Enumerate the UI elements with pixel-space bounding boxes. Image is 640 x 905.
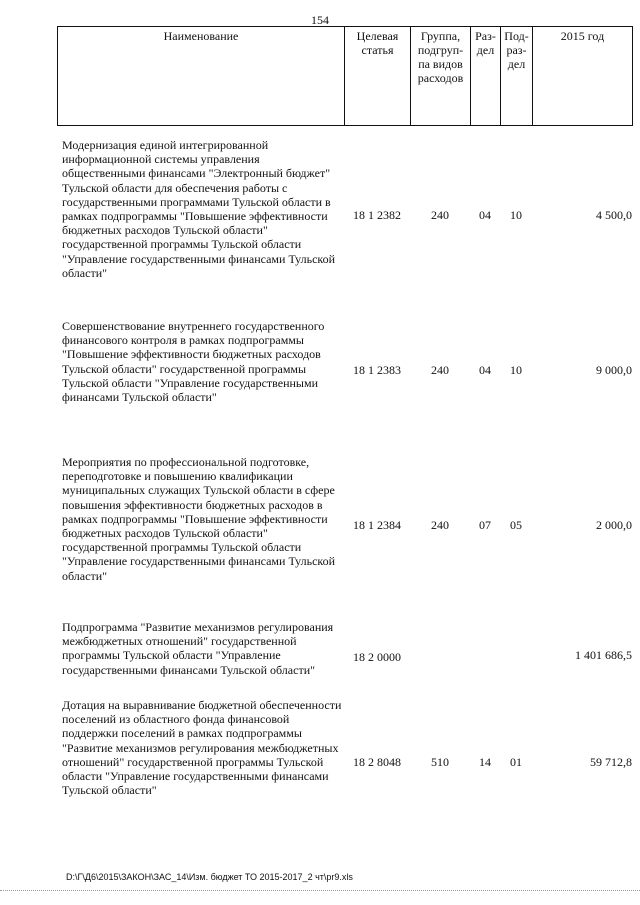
header-target: Целевая статья — [345, 27, 411, 126]
row-target: 18 2 8048 — [353, 755, 401, 769]
row-name: Мероприятия по профессиональной подготовке, переподготовке и повышению квалификации муниципальных служащих Тульской области в сфере повышения эффективности бюджетных расходов в рамках подпрограммы "Повышение эффективности бюджетных расходов Тульской области" государственной программы Тульской области "Управление государственными финансами Тульской области" — [62, 455, 336, 583]
row-target: 18 1 2384 — [353, 518, 401, 532]
row-amount: 4 500,0 — [596, 208, 632, 222]
row-group: 240 — [431, 518, 449, 532]
table-row — [0, 620, 640, 696]
footer-divider — [0, 890, 640, 891]
table-header — [57, 26, 633, 126]
header-group: Группа, подгруп-па видов расходов — [411, 27, 471, 126]
row-razdel: 04 — [479, 208, 491, 222]
table-row — [0, 319, 640, 429]
row-target: 18 1 2382 — [353, 208, 401, 222]
file-path-footer: D:\Г\Д6\2015\ЗАКОН\ЗАС_14\Изм. бюджет ТО 2015-2017_2 чт\pr9.xls — [66, 872, 353, 882]
header-razdel: Раз-дел — [471, 27, 501, 126]
row-name: Дотация на выравнивание бюджетной обеспеченности поселений из областного фонда финансовой поддержки поселений в рамках подпрограммы "Развитие механизмов регулирования межбюджетных отношений" государственной программы Тульской области "Управление государственными финансами Тульской области" — [62, 698, 342, 798]
row-amount: 2 000,0 — [596, 518, 632, 532]
row-amount: 9 000,0 — [596, 363, 632, 377]
row-podrazdel: 01 — [510, 755, 522, 769]
row-name: Модернизация единой интегрированной информационной системы управления общественными финансами "Электронный бюджет" Тульской области для обеспечения работы с государственными программами Тульской области в рамках подпрограммы "Повышение эффективности бюджетных расходов Тульской области" государственной программы Тульской области "Управление государственными финансами Тульской области" — [62, 138, 336, 280]
row-target: 18 1 2383 — [353, 363, 401, 377]
page-number: 154 — [311, 13, 329, 27]
row-amount: 59 712,8 — [590, 755, 632, 769]
row-name: Совершенствование внутреннего государственного финансового контроля в рамках подпрограммы "Повышение эффективности бюджетных расходов Тульской области" государственной программы Тульской области "Управление государственными финансами Тульской области" — [62, 319, 325, 405]
row-podrazdel: 10 — [510, 363, 522, 377]
row-target: 18 2 0000 — [353, 650, 401, 664]
row-razdel: 14 — [479, 755, 491, 769]
row-razdel: 07 — [479, 518, 491, 532]
row-group: 240 — [431, 208, 449, 222]
header-podrazdel: Под-раз-дел — [501, 27, 533, 126]
row-name: Подпрограмма "Развитие механизмов регулирования межбюджетных отношений" государственной программы Тульской области "Управление государственными финансами Тульской области" — [62, 620, 334, 677]
table-row — [0, 455, 640, 605]
row-group: 240 — [431, 363, 449, 377]
header-year: 2015 год — [533, 27, 633, 126]
row-group: 510 — [431, 755, 449, 769]
header-name: Наименование — [58, 27, 345, 126]
row-razdel: 04 — [479, 363, 491, 377]
table-row — [0, 698, 640, 828]
table-row — [0, 138, 640, 298]
row-amount: 1 401 686,5 — [575, 648, 632, 662]
row-podrazdel: 10 — [510, 208, 522, 222]
row-podrazdel: 05 — [510, 518, 522, 532]
